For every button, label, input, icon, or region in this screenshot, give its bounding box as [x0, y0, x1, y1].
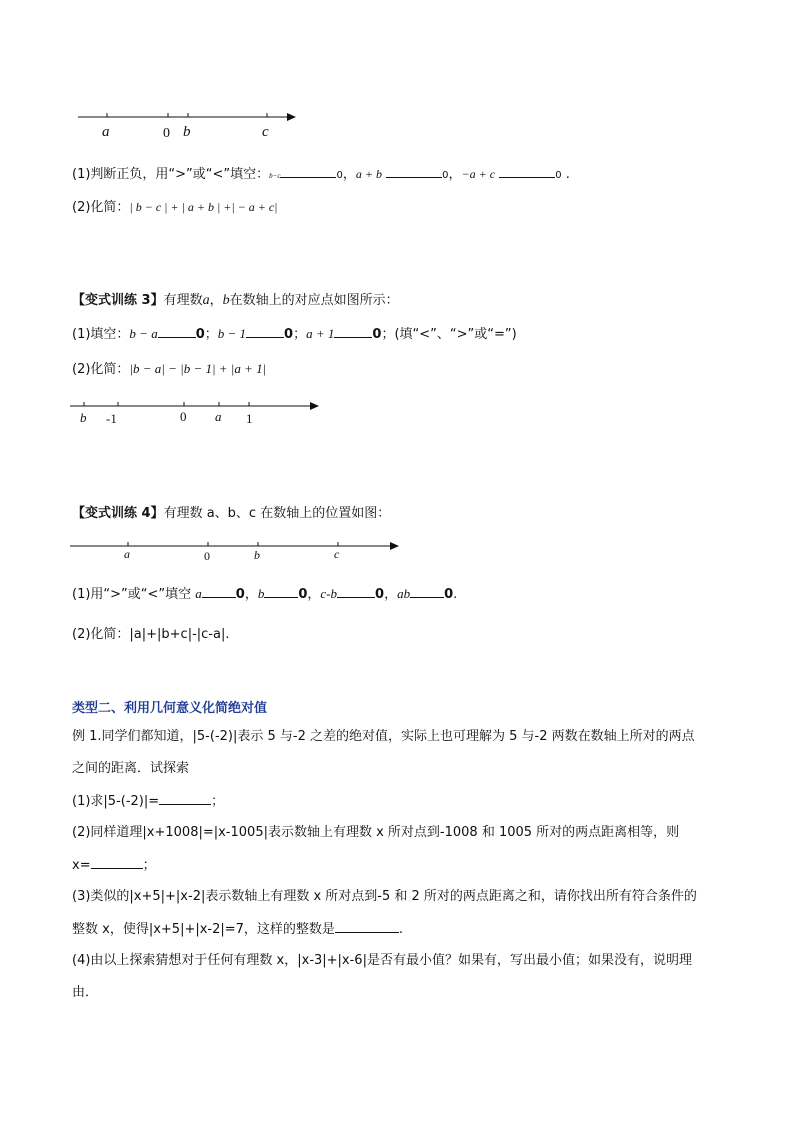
type2-q3-blank[interactable]: [335, 920, 399, 933]
v4-period: .: [453, 587, 458, 602]
v3-q1-expr2: b − 1: [217, 326, 247, 341]
p1-comma-2: ，: [448, 167, 462, 182]
v3-zero-3: 0: [372, 327, 382, 342]
v3-q1-blank2[interactable]: [246, 325, 284, 338]
nl3-label-b: b: [254, 548, 260, 562]
v3-q1-expr3: a + 1: [306, 326, 335, 341]
type2-q4-line1: (4)由以上探索猜想对于任何有理数 x，|x-3|+|x-6|是否有最小值？如果有，写出最小值；如果没有，说明理: [72, 953, 692, 968]
p1-zero-1: 0: [336, 170, 343, 181]
nl1-label-c: c: [262, 124, 269, 140]
nl1-label-b: b: [183, 124, 191, 140]
p1-q1-blank2[interactable]: [386, 165, 442, 178]
v3-q1-blank1[interactable]: [158, 325, 196, 338]
v3-semi-2: ；: [293, 327, 307, 342]
v3-title-text1: 有理数: [163, 293, 203, 308]
v3-zero-1: 0: [195, 327, 205, 342]
p1-q1-expr1: b−c: [269, 172, 281, 180]
type2-q3-end: .: [398, 922, 404, 937]
v4-comma-2: ，: [307, 587, 321, 602]
p1-period: .: [565, 167, 570, 182]
p1-q2-prefix: (2)化简：: [72, 200, 130, 215]
type2-q4-line2: 由．: [72, 985, 99, 1000]
p1-zero-3: 0: [555, 170, 562, 181]
p1-q2-expr: | b − c | + | a + b | +| − a + c|: [129, 200, 278, 214]
p1-q1-prefix: (1)判断正负，用“>”或“<”填空：: [72, 167, 270, 182]
nl2-label-a: a: [215, 409, 222, 424]
nl3-label-a: a: [124, 547, 130, 561]
nl1-label-a: a: [102, 124, 110, 140]
nl2-label-minus1: -1: [106, 411, 117, 426]
p1-q2: [72, 198, 277, 217]
type2-ex1-line2: 之间的距离．试探索: [72, 761, 190, 776]
v4-zero-4: 0: [444, 587, 454, 602]
v4-q1-a: a: [195, 586, 202, 601]
v3-title-b: b: [222, 293, 230, 308]
v4-q1-blank1[interactable]: [202, 585, 236, 598]
nl2-label-b: b: [80, 410, 87, 425]
v4-q2: (2)化简：|a|+|b+c|-|c-a|.: [72, 627, 230, 642]
v3-q2: [72, 360, 266, 379]
type2-q1-end: ；: [211, 794, 225, 809]
v3-q1-blank3[interactable]: [334, 325, 372, 338]
v4-q1-blank4[interactable]: [410, 585, 444, 598]
type2-q2-blank[interactable]: [91, 856, 143, 869]
type2-ex1-line1: 例 1.同学们都知道，|5-(-2)|表示 5 与-2 之差的绝对值，实际上也可理解为 5 与-2 两数在数轴上所对的两点: [72, 729, 695, 744]
v3-title-text2: ，: [209, 293, 223, 308]
type2-q3-line1: (3)类似的|x+5|+|x-2|表示数轴上有理数 x 所对点到-5 和 2 所对的两点距离之和，请你找出所有符合条件的: [72, 889, 697, 904]
v3-semi-3: ；: [381, 327, 395, 342]
v3-q1-hint: (填“<”、“>”或“=”): [394, 327, 517, 342]
v3-q2-prefix: (2)化简：: [72, 362, 130, 377]
type2-q3-line2: [72, 920, 403, 939]
p1-comma-1: ，: [342, 167, 356, 182]
type2-q2-line1: (2)同样道理|x+1008|=|x-1005|表示数轴上有理数 x 所对点到-1008 和 1005 所对的两点距离相等，则: [72, 825, 680, 840]
v3-q1-prefix: (1)填空：: [72, 327, 130, 342]
v3-semi-1: ；: [204, 327, 218, 342]
v4-q1: [72, 585, 457, 604]
v4-q1-blank3[interactable]: [337, 585, 375, 598]
v4-q1-ab: ab: [397, 586, 411, 601]
v3-q2-expr: |b − a| − |b − 1| + |a + 1|: [129, 361, 267, 376]
nl1-label-0: 0: [163, 126, 170, 141]
p1-q1: [72, 165, 570, 185]
v4-q1-blank2[interactable]: [264, 585, 298, 598]
type2-q1-text: (1)求|5-(-2)|=: [72, 794, 160, 809]
type2-q2-line2: [72, 856, 156, 875]
v3-q1: [72, 325, 517, 344]
p1-q1-expr3: −a + c: [461, 167, 496, 181]
v3-title-a: a: [202, 293, 210, 308]
type2-q1-blank[interactable]: [159, 792, 211, 805]
v3-title-bracket: 【变式训练 3】: [72, 293, 164, 308]
v4-title-bracket: 【变式训练 4】: [72, 506, 164, 521]
nl3-label-c: c: [334, 547, 340, 561]
v3-zero-2: 0: [284, 327, 294, 342]
v4-q1-cb: c-b: [320, 586, 338, 601]
v4-zero-2: 0: [298, 587, 308, 602]
type2-heading: 类型二、利用几何意义化简绝对值: [72, 701, 268, 716]
v4-zero-1: 0: [235, 587, 245, 602]
v4-zero-3: 0: [375, 587, 385, 602]
type2-q3-text: 整数 x，使得|x+5|+|x-2|=7，这样的整数是: [72, 922, 335, 937]
v3-q1-expr1: b − a: [129, 326, 158, 341]
nl2-label-1: 1: [246, 411, 253, 426]
type2-q2-end: ；: [142, 858, 156, 873]
v4-comma-1: ，: [244, 587, 258, 602]
nl2-label-0: 0: [180, 409, 187, 424]
p1-q1-blank3[interactable]: [499, 165, 555, 178]
v3-title: [72, 292, 399, 310]
p1-zero-2: 0: [442, 170, 449, 181]
v4-title-text: 有理数 a、b、c 在数轴上的位置如图：: [163, 506, 391, 521]
nl3-label-0: 0: [204, 549, 210, 563]
p1-q1-expr2: a + b: [355, 167, 382, 181]
v4-comma-3: ，: [384, 587, 398, 602]
v3-title-text3: 在数轴上的对应点如图所示：: [229, 293, 399, 308]
v4-q1-prefix: (1)用“>”或“<”填空: [72, 587, 196, 602]
type2-q2-x: x=: [72, 858, 91, 873]
p1-q1-blank1[interactable]: [280, 165, 336, 178]
type2-q1: [72, 792, 224, 811]
v4-q1-b: b: [257, 586, 265, 601]
v4-title: [72, 505, 390, 523]
